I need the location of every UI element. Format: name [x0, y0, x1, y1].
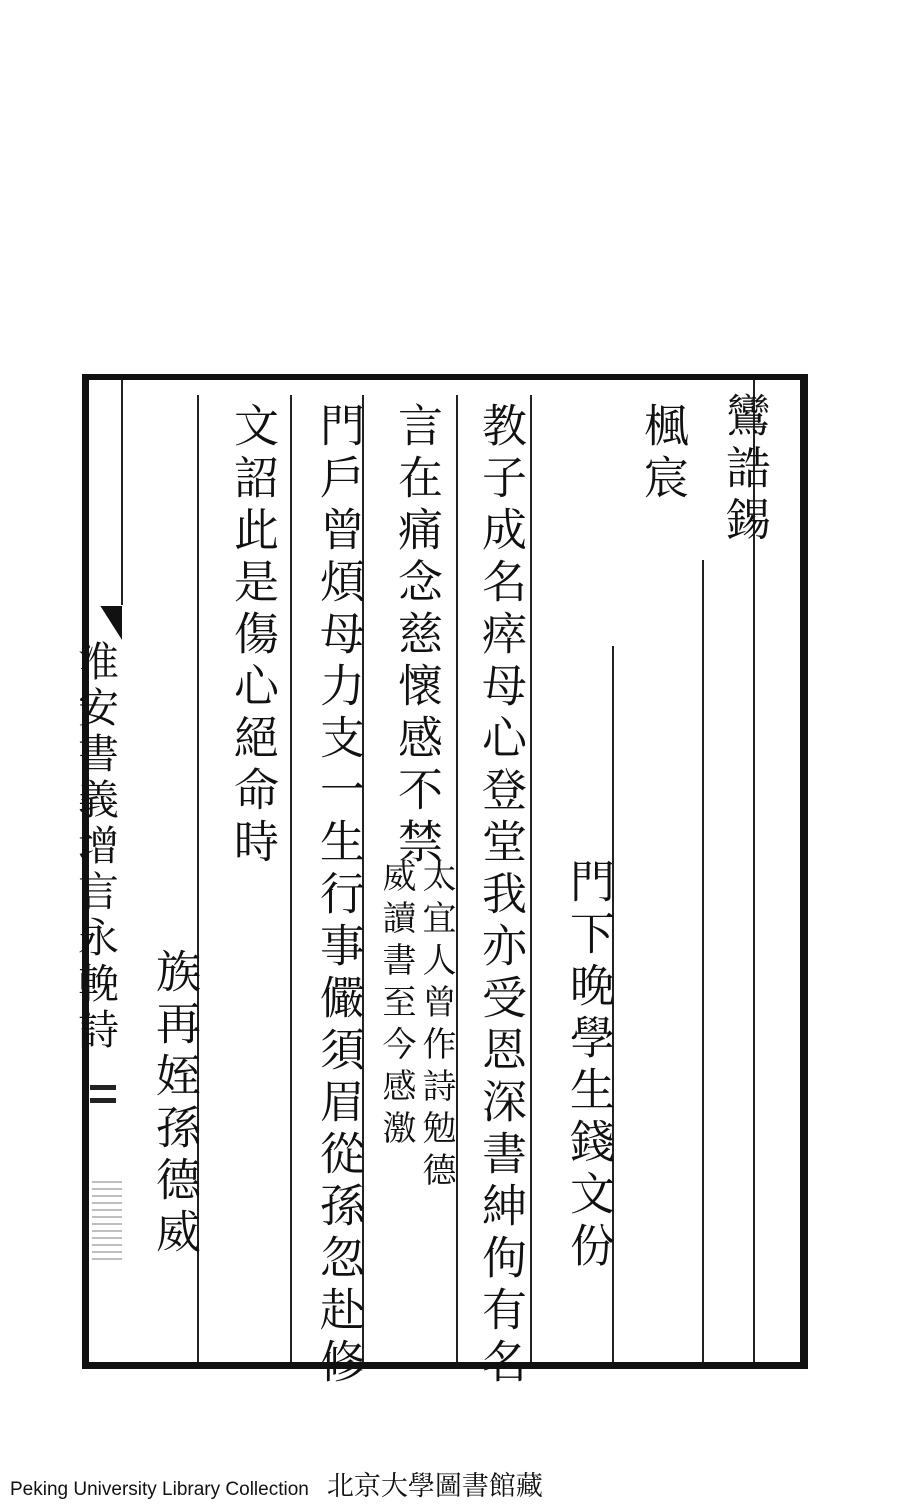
text-column-8-signature: 族再姪孫德威 [148, 948, 201, 1260]
frame-top-border [82, 374, 808, 380]
watermark-english: Peking University Library Collection [10, 1479, 309, 1500]
page-number-mark [90, 1085, 116, 1135]
watermark-chinese: 北京大學圖書館藏 [326, 1471, 543, 1502]
centerfold-rule [121, 380, 123, 605]
column-rule [290, 395, 292, 1362]
text-column-6: 門戶曾煩母力支一生行事儼須眉從孫忽赴修 [312, 402, 365, 1390]
library-watermark [10, 1464, 543, 1503]
text-column-4: 教子成名瘁母心登堂我亦受恩深書紳佝有名 [474, 402, 527, 1390]
text-column-7: 文詔此是傷心絕命時 [226, 402, 279, 870]
text-column-2: 楓宸 [636, 402, 689, 506]
frame-right-border [800, 374, 808, 1369]
text-column-5: 言在痛念慈懷感不禁 [390, 402, 443, 870]
centerfold-title: 淮安書義增言永輓詩 [71, 640, 119, 1054]
annotation-column-right: 太宜人曾作詩勉德 [416, 858, 456, 1194]
column-rule [702, 560, 704, 1362]
text-column-3-signature: 門下晚學生錢文份 [562, 858, 615, 1274]
scan-noise [92, 1180, 122, 1260]
frame-bottom-border [82, 1362, 808, 1369]
fishtail-mark [86, 606, 122, 640]
text-column-1: 鸞誥錫 [718, 392, 771, 548]
annotation-column-left: 威讀書至今感激 [376, 858, 416, 1152]
